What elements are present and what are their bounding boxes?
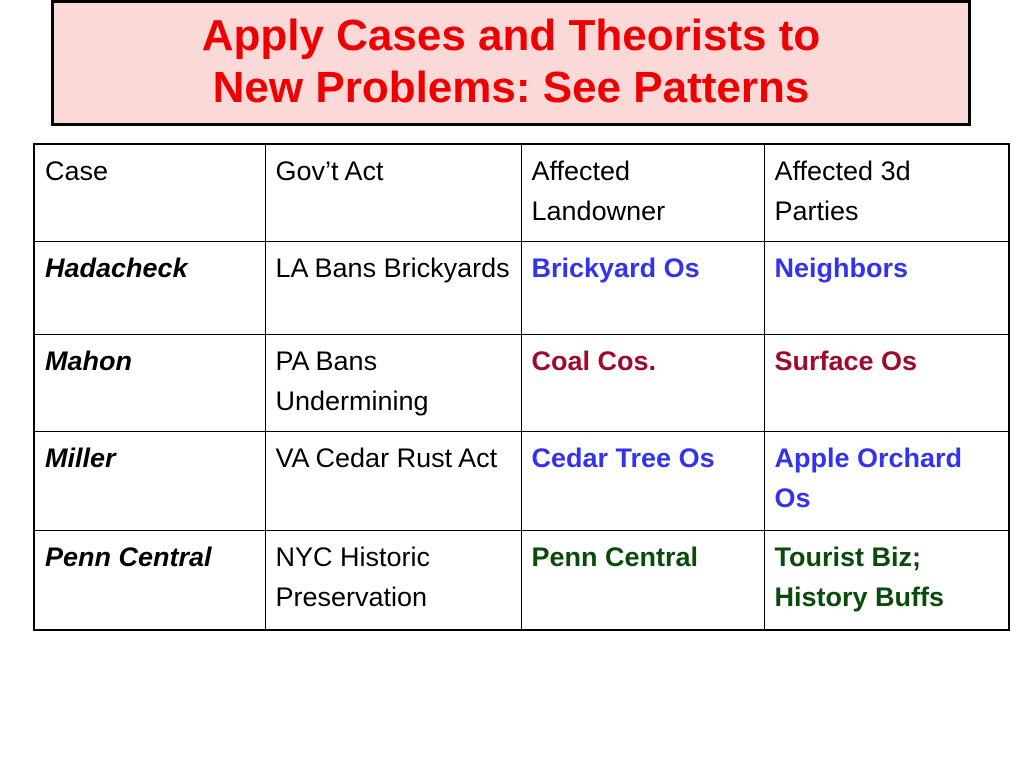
header-affected-landowner: Affected Landowner [521, 144, 764, 242]
govt-act-cell: VA Cedar Rust Act [265, 432, 521, 531]
table-row [34, 432, 1009, 531]
header-case: Case [34, 144, 265, 242]
landowner-cell: Coal Cos. [521, 335, 764, 432]
title-banner [51, 0, 971, 126]
case-cell: Miller [34, 432, 265, 531]
table-header-row [34, 144, 1009, 242]
govt-act-cell: PA Bans Undermining [265, 335, 521, 432]
third-parties-cell: Apple Orchard Os [764, 432, 1009, 531]
third-parties-cell: Tourist Biz; History Buffs [764, 531, 1009, 631]
header-affected-3d-parties: Affected 3d Parties [764, 144, 1009, 242]
slide-title: Apply Cases and Theorists to New Problems: See Patterns [201, 11, 821, 112]
landowner-cell: Brickyard Os [521, 242, 764, 335]
third-parties-cell: Neighbors [764, 242, 1009, 335]
landowner-cell: Cedar Tree Os [521, 432, 764, 531]
header-govt-act: Gov’t Act [265, 144, 521, 242]
table-row [34, 335, 1009, 432]
govt-act-cell: LA Bans Brickyards [265, 242, 521, 335]
govt-act-cell: NYC Historic Preservation [265, 531, 521, 631]
landowner-cell: Penn Central [521, 531, 764, 631]
third-parties-cell: Surface Os [764, 335, 1009, 432]
case-cell: Mahon [34, 335, 265, 432]
table-row [34, 242, 1009, 335]
table-row [34, 531, 1009, 631]
case-cell: Hadacheck [34, 242, 265, 335]
cases-table [33, 143, 1010, 631]
case-cell: Penn Central [34, 531, 265, 631]
